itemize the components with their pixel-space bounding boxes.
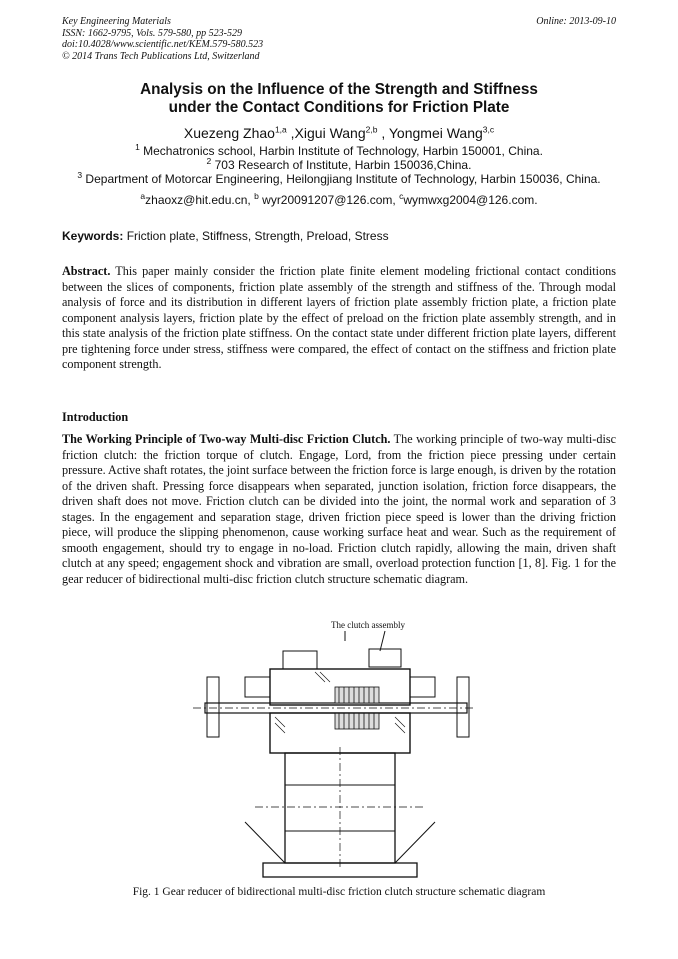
- author-sup: 1,a: [274, 124, 287, 135]
- affiliation-sup: 2: [206, 156, 212, 166]
- right-bearing-block: [410, 677, 435, 697]
- email-sup: c: [399, 191, 404, 201]
- introduction-text: The working principle of two-way multi-disc friction clutch: the friction torque of clutch. Engage, Lord, from the friction piece pressing under certain pressure. Active shaft rotates, the joint surface between the friction force is large enough, is driven by the rotation of the driven shaft. Pressing force disappears when separated, junction isolation, friction force disappears, the driven shaft does not move. Friction clutch can be divided into the joint, the normal work and separation of 3 stages. In the engagement and separation stage, driven friction piece speed is lower than the driving friction piece, will produce the slipping phenomenon, cause working surface heat and wear. Such as the requirement of smooth engagement, should try to engage in no-load. Friction clutch rapidly, allowing the main, driven shaft clutch at any speed; engagement shock and vibration are small, overload protection function [1, 8]. Fig. 1 for the gear reducer of bidirectional multi-disc friction clutch structure schematic diagram.: [62, 432, 616, 586]
- journal-header: [62, 16, 616, 62]
- doi-line: doi:10.4028/www.scientific.net/KEM.579-580.523: [62, 39, 264, 50]
- author-name: Xuezeng Zhao: [183, 125, 275, 141]
- journal-name: Key Engineering Materials: [62, 16, 171, 27]
- left-bearing-block: [245, 677, 270, 697]
- affiliation-sup: 1: [135, 142, 140, 152]
- author-name: Yongmei Wang: [388, 125, 483, 141]
- motor-box-right: [369, 649, 401, 667]
- online-date: Online: 2013-09-10: [536, 16, 616, 27]
- left-flange: [207, 677, 219, 737]
- title-line-1: Analysis on the Influence of the Strength and Stiffness: [140, 81, 538, 98]
- affiliation-3: [40, 172, 638, 186]
- support-strut: [395, 822, 435, 863]
- abstract-label: Abstract.: [62, 264, 111, 278]
- author-name: Xigui Wang: [294, 125, 366, 141]
- author-list: [62, 125, 616, 142]
- figure-caption: Fig. 1 Gear reducer of bidirectional multi-disc friction clutch structure schematic diagram: [132, 886, 546, 898]
- abstract: [62, 264, 616, 373]
- introduction-paragraph: [62, 432, 616, 587]
- clutch-schematic-figure: [185, 617, 475, 882]
- section-heading: Introduction: [62, 410, 129, 424]
- affiliation-1: [40, 144, 638, 158]
- affiliation-text: 703 Research of Institute, Harbin 150036,China.: [211, 158, 472, 172]
- email-text: zhaoxz@hit.edu.cn,: [145, 193, 255, 207]
- affiliation-sup: 3: [77, 170, 83, 180]
- affiliation-text: Department of Motorcar Engineering, Heilongjiang Institute of Technology, Harbin 150036, China.: [82, 172, 601, 186]
- keywords-text: Friction plate, Stiffness, Strength, Preload, Stress: [123, 229, 389, 243]
- paper-title: [62, 81, 616, 117]
- issn-line: ISSN: 1662-9795, Vols. 579-580, pp 523-529: [62, 27, 242, 39]
- author-emails: [40, 193, 638, 207]
- leader-line: [380, 631, 385, 651]
- email-sup: b: [254, 191, 259, 201]
- affiliation-text: Mechatronics school, Harbin Institute of Technology, Harbin 150001, China.: [139, 144, 543, 158]
- abstract-text: This paper mainly consider the friction plate finite element modeling frictional contact conditions between the slices of components, friction plate assembly of the strength and stiffness of the. Through modal analysis of force and its distribution in different layers of friction plate assembly friction plate, a friction plate component analysis layers, friction plate by the effect of preload on the friction plate assembly strength, and in this state analysis of the friction plate stiffness. On the contact state under different friction plate layers, different pre tightening force under stress, stiffness were compared, the effect of contact on the stiffness and friction plate component strength.: [62, 264, 616, 371]
- email-text: wyr20091207@126.com,: [258, 193, 400, 207]
- author-sup: 3,c: [482, 124, 495, 135]
- subsection-heading: The Working Principle of Two-way Multi-disc Friction Clutch.: [62, 432, 391, 446]
- support-strut: [245, 822, 285, 863]
- affiliation-2: [40, 158, 638, 172]
- author-sep: ,: [286, 125, 295, 141]
- motor-box-left: [283, 651, 317, 669]
- email-sup: a: [140, 191, 146, 201]
- email-text: wymwxg2004@126.com.: [403, 193, 538, 207]
- title-line-2: under the Contact Conditions for Friction Plate: [168, 99, 510, 116]
- figure-label: The clutch assembly: [331, 620, 405, 630]
- keywords: [62, 229, 616, 243]
- copyright-line: © 2014 Trans Tech Publications Ltd, Switzerland: [62, 50, 260, 62]
- keywords-label: Keywords:: [62, 229, 124, 243]
- author-sup: 2,b: [365, 124, 378, 135]
- author-sep: ,: [377, 125, 389, 141]
